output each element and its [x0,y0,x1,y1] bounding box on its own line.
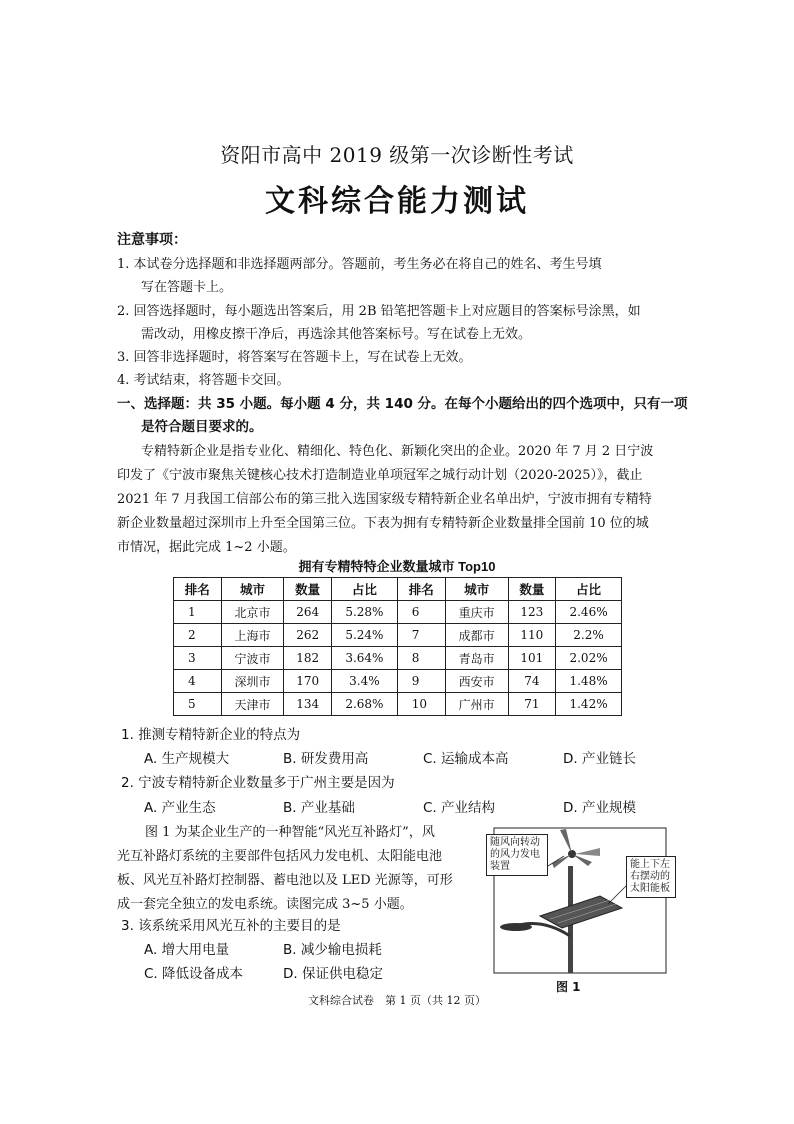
header-city: 城市 [221,578,284,601]
question-1-option-a: A. 生产规模大 [144,751,230,767]
note-line: 3. 回答非选择题时，将答案写在答题卡上，写在试卷上无效。 [117,350,472,365]
header-rank: 排名 [174,578,222,601]
cell: 3.64% [331,647,397,670]
cell: 天津市 [221,693,284,716]
cell: 广州市 [445,693,508,716]
question-3-option-d: D. 保证供电稳定 [283,966,383,982]
section-heading-cont: 是符合题目要求的。 [141,419,263,435]
question-2-option-a: A. 产业生态 [144,800,216,816]
notes-heading: 注意事项： [117,232,187,248]
cell: 74 [508,670,556,693]
cell: 宁波市 [221,647,284,670]
turbine-blade [560,829,572,854]
cell: 123 [508,601,556,624]
cell: 重庆市 [445,601,508,624]
cell: 2 [174,624,222,647]
cell: 134 [284,693,332,716]
cell: 264 [284,601,332,624]
cell: 262 [284,624,332,647]
note-line: 需改动，用橡皮擦干净后，再选涂其他答案标号。写在试卷上无效。 [141,327,532,342]
cell: 71 [508,693,556,716]
cell: 西安市 [445,670,508,693]
question-2-option-b: B. 产业基础 [283,800,355,816]
lamp-head [500,923,532,931]
header-share: 占比 [556,578,622,601]
cell: 7 [397,624,445,647]
table-header-row [174,578,622,601]
cell: 5.24% [331,624,397,647]
question-1-stem: 1. 推测专精特新企业的特点为 [121,727,301,743]
cell: 3.4% [331,670,397,693]
cell: 2.02% [556,647,622,670]
cell: 2.46% [556,601,622,624]
cell: 170 [284,670,332,693]
passage-line: 2021 年 7 月我国工信部公布的第三批入选国家级专精特新企业名单出炉，宁波市拥有专精特 [117,492,652,507]
passage2-line: 板、风光互补路灯控制器、蓄电池以及 LED 光源等，可形 [117,873,453,888]
question-3-option-c: C. 降低设备成本 [144,966,244,982]
passage-line: 新企业数量超过深圳市上升至全国第三位。下表为拥有专精特新企业数量排全国前 10 位的城 [117,516,649,531]
cell: 北京市 [221,601,284,624]
cell: 4 [174,670,222,693]
figure-caption: 图 1 [556,980,581,994]
city-ranking-table [173,577,622,716]
header-count: 数量 [284,578,332,601]
cell: 青岛市 [445,647,508,670]
turbine-blade [552,854,572,868]
note-line: 4. 考试结束，将答题卡交回。 [117,373,290,388]
page-footer: 文科综合试卷 第 1 页（共 12 页） [308,994,486,1007]
passage2-line: 成一套完全独立的发电系统。读图完成 3~5 小题。 [117,897,413,912]
table-row [174,647,622,670]
passage2-line: 图 1 为某企业生产的一种智能“风光互补路灯”，风 [145,825,435,840]
table-row [174,601,622,624]
question-1-option-d: D. 产业链长 [563,751,636,767]
callout-wind-turbine: 随风向转动的风力发电装置 [486,834,548,876]
cell: 1.48% [556,670,622,693]
cell: 深圳市 [221,670,284,693]
section-heading: 一、选择题：共 35 小题。每小题 4 分，共 140 分。在每个小题给出的四个选项中，只有一项 [117,396,688,412]
turbine-blade [572,854,592,866]
cell: 6 [397,601,445,624]
question-1-option-c: C. 运输成本高 [423,751,509,767]
cell: 5 [174,693,222,716]
cell: 182 [284,647,332,670]
cell: 10 [397,693,445,716]
question-3-option-b: B. 减少输电损耗 [283,942,382,958]
note-line: 写在答题卡上。 [141,280,233,295]
question-1-option-b: B. 研发费用高 [283,751,369,767]
question-3-option-a: A. 增大用电量 [144,942,230,958]
cell: 101 [508,647,556,670]
figure-1 [482,826,670,976]
table-row [174,670,622,693]
passage-line: 市情况，据此完成 1~2 小题。 [117,540,296,555]
table-row [174,624,622,647]
note-line: 2. 回答选择题时，每小题选出答案后，用 2B 铅笔把答题卡上对应题目的答案标号涂黑，如 [117,304,641,319]
cell: 2.68% [331,693,397,716]
cell: 1.42% [556,693,622,716]
question-3-stem: 3. 该系统采用风光互补的主要目的是 [121,918,341,934]
passage2-line: 光互补路灯系统的主要部件包括风力发电机、太阳能电池 [117,849,443,864]
note-line: 1. 本试卷分选择题和非选择题两部分。答题前，考生务必在将自己的姓名、考生号填 [117,257,602,272]
cell: 9 [397,670,445,693]
exam-subtitle: 文科综合能力测试 [265,184,529,219]
cell: 成都市 [445,624,508,647]
table-row [174,693,622,716]
cell: 8 [397,647,445,670]
table-caption: 拥有专精特特企业数量城市 Top10 [298,559,496,574]
passage-line: 专精特新企业是指专业化、精细化、特色化、新颖化突出的企业。2020 年 7 月 2 日宁波 [141,444,654,459]
question-2-option-c: C. 产业结构 [423,800,496,816]
cell: 3 [174,647,222,670]
passage-line: 印发了《宁波市聚焦关键核心技术打造制造业单项冠军之城行动计划（2020-2025）》，截止 [117,468,643,483]
cell: 5.28% [331,601,397,624]
cell: 1 [174,601,222,624]
question-2-option-d: D. 产业规模 [563,800,636,816]
callout-solar-panel: 能上下左右摆动的太阳能板 [626,856,676,898]
question-2-stem: 2. 宁波专精特新企业数量多于广州主要是因为 [121,775,395,791]
header-city: 城市 [445,578,508,601]
cell: 2.2% [556,624,622,647]
cell: 上海市 [221,624,284,647]
cell: 110 [508,624,556,647]
header-rank: 排名 [397,578,445,601]
header-count: 数量 [508,578,556,601]
exam-title: 资阳市高中 2019 级第一次诊断性考试 [220,143,574,167]
header-share: 占比 [331,578,397,601]
turbine-tail [575,848,600,856]
solar-panel [540,896,622,928]
